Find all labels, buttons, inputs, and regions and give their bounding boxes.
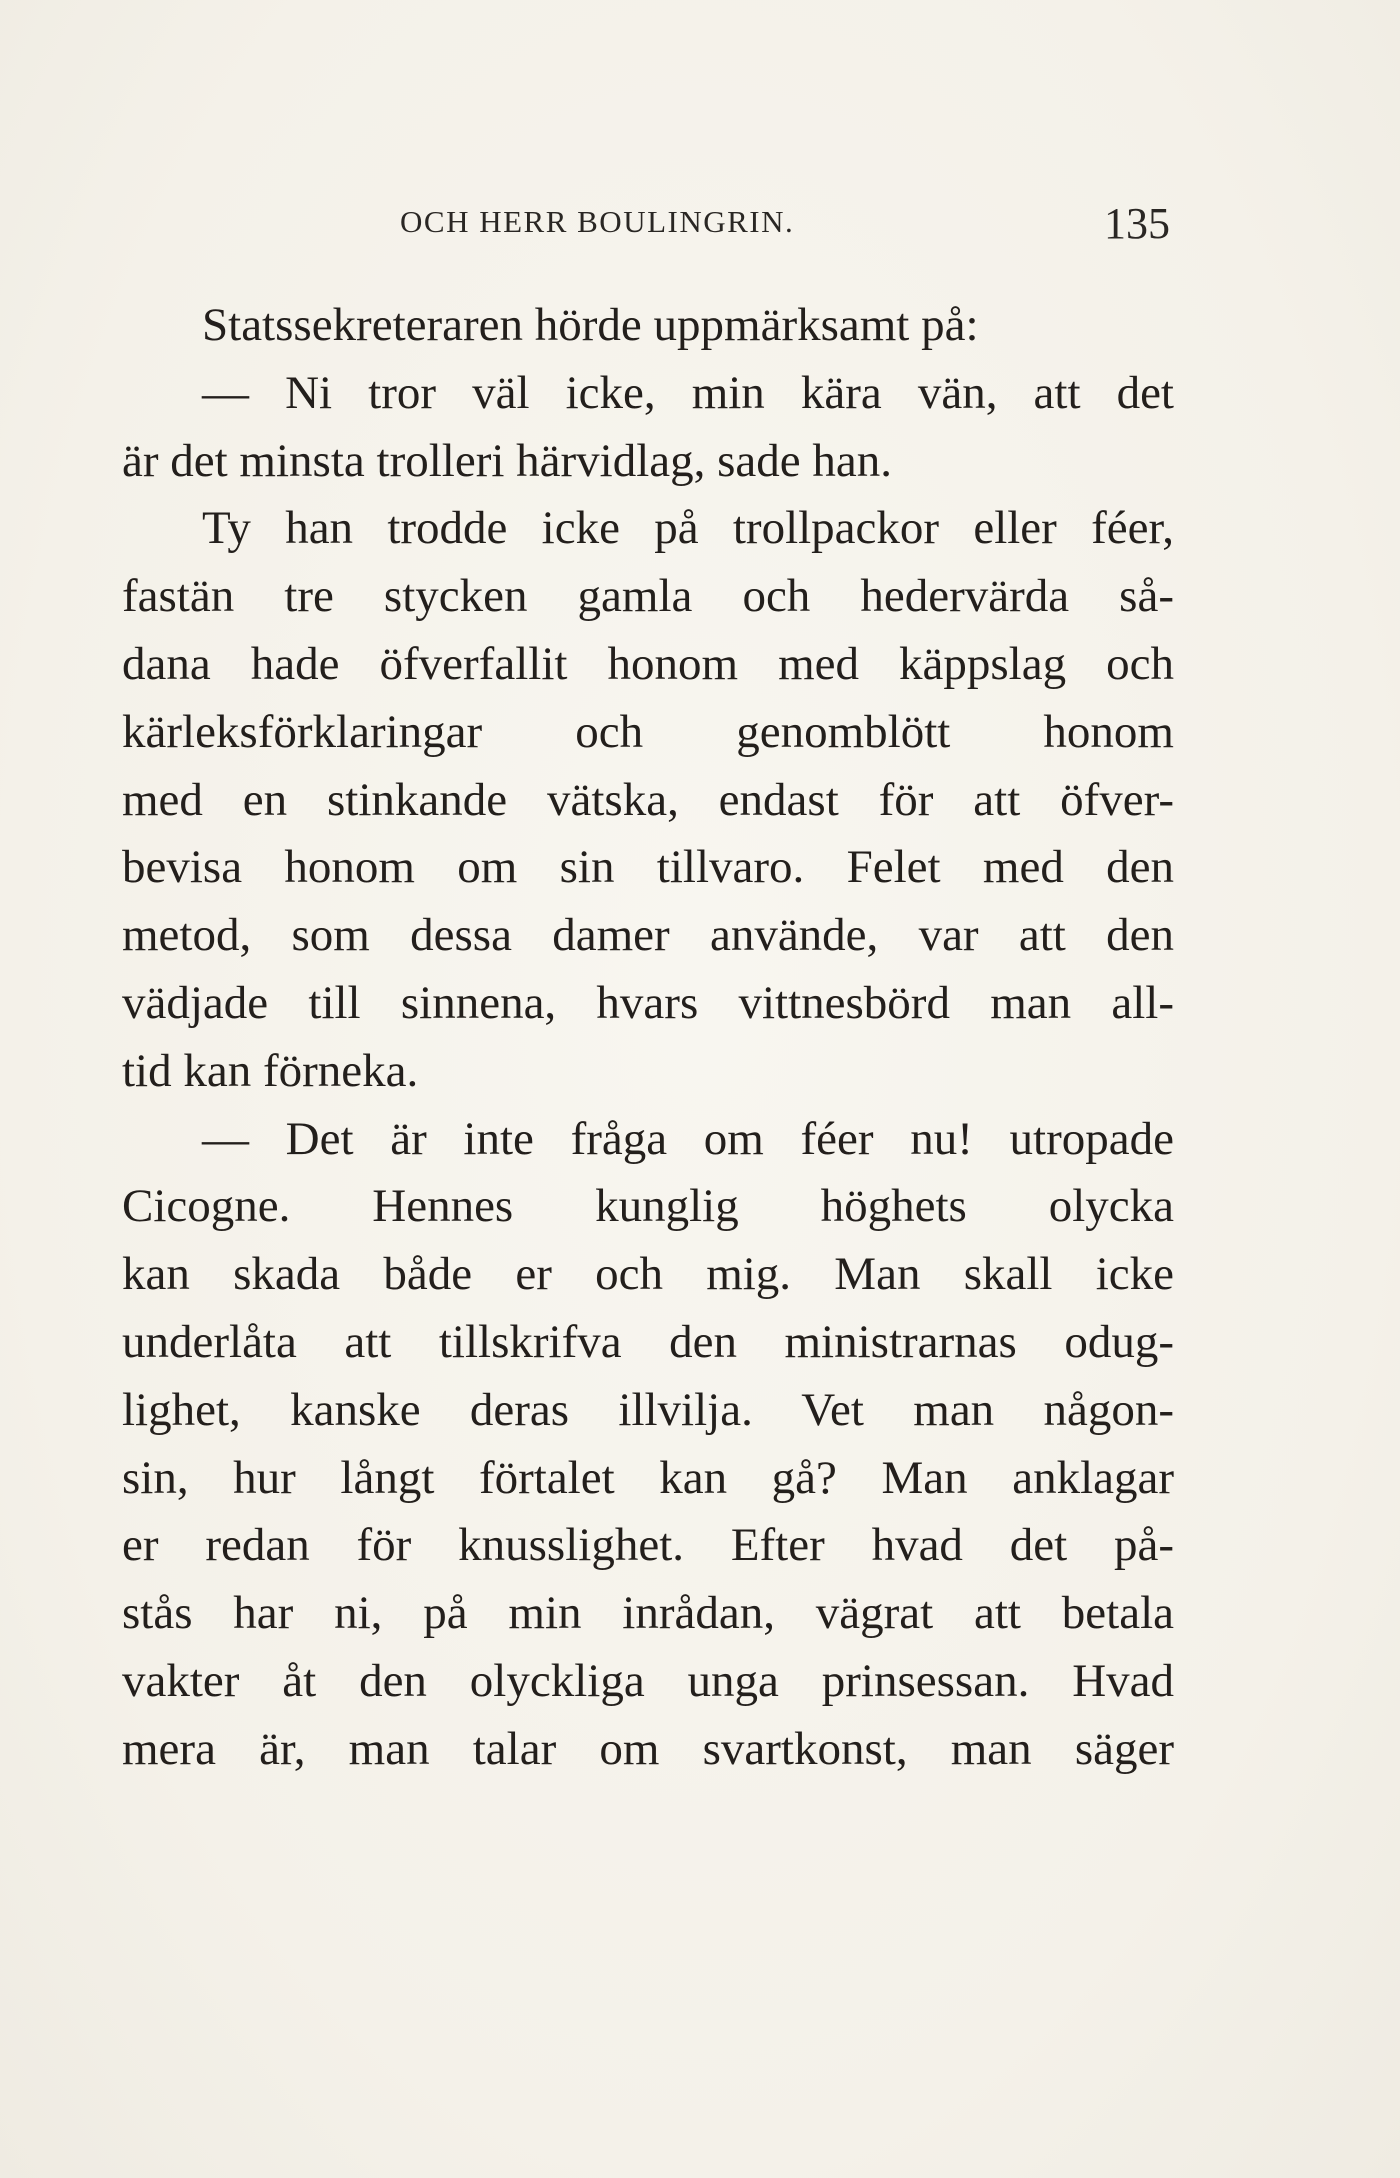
text-line: Ty han trodde icke på trollpackor eller féer, <box>202 502 1174 555</box>
body-text <box>122 292 1174 1784</box>
page-number: 135 <box>1104 199 1170 248</box>
text-line: er redan för knusslighet. Efter hvad det på- <box>122 1519 1174 1572</box>
running-title: OCH HERR BOULINGRIN. <box>400 204 795 239</box>
text-line: tid kan förneka. <box>122 1044 419 1097</box>
text-line: fastän tre stycken gamla och hedervärda så- <box>122 570 1174 623</box>
text-line: — Ni tror väl icke, min kära vän, att det <box>202 366 1174 419</box>
text-line: vädjade till sinnena, hvars vittnesbörd man all- <box>122 976 1174 1029</box>
text-line: metod, som dessa damer använde, var att den <box>122 909 1174 962</box>
text-line: bevisa honom om sin tillvaro. Felet med den <box>122 841 1174 894</box>
text-line: med en stinkande vätska, endast för att öfver- <box>122 773 1174 826</box>
text-line: Statssekreteraren hörde uppmärksamt på: <box>202 299 979 351</box>
text-line: dana hade öfverfallit honom med käppslag och <box>122 637 1174 690</box>
text-line: kärleksförklaringar och genomblött honom <box>122 705 1174 758</box>
text-line: — Det är inte fråga om féer nu! utropade <box>202 1112 1174 1165</box>
text-line: vakter åt den olyckliga unga prinsessan. Hvad <box>122 1654 1174 1707</box>
text-line: Cicogne. Hennes kunglig höghets olycka <box>122 1180 1174 1233</box>
text-line: lighet, kanske deras illvilja. Vet man någon- <box>122 1383 1174 1436</box>
text-line: stås har ni, på min inrådan, vägrat att betala <box>122 1587 1174 1640</box>
text-line: sin, hur långt förtalet kan gå? Man anklagar <box>122 1451 1174 1504</box>
text-line: mera är, man talar om svartkonst, man säger <box>122 1722 1174 1775</box>
text-line: är det minsta trolleri härvidlag, sade han. <box>122 434 893 487</box>
text-line: kan skada både er och mig. Man skall icke <box>122 1248 1174 1301</box>
text-line: underlåta att tillskrifva den ministrarnas odug- <box>122 1315 1174 1368</box>
